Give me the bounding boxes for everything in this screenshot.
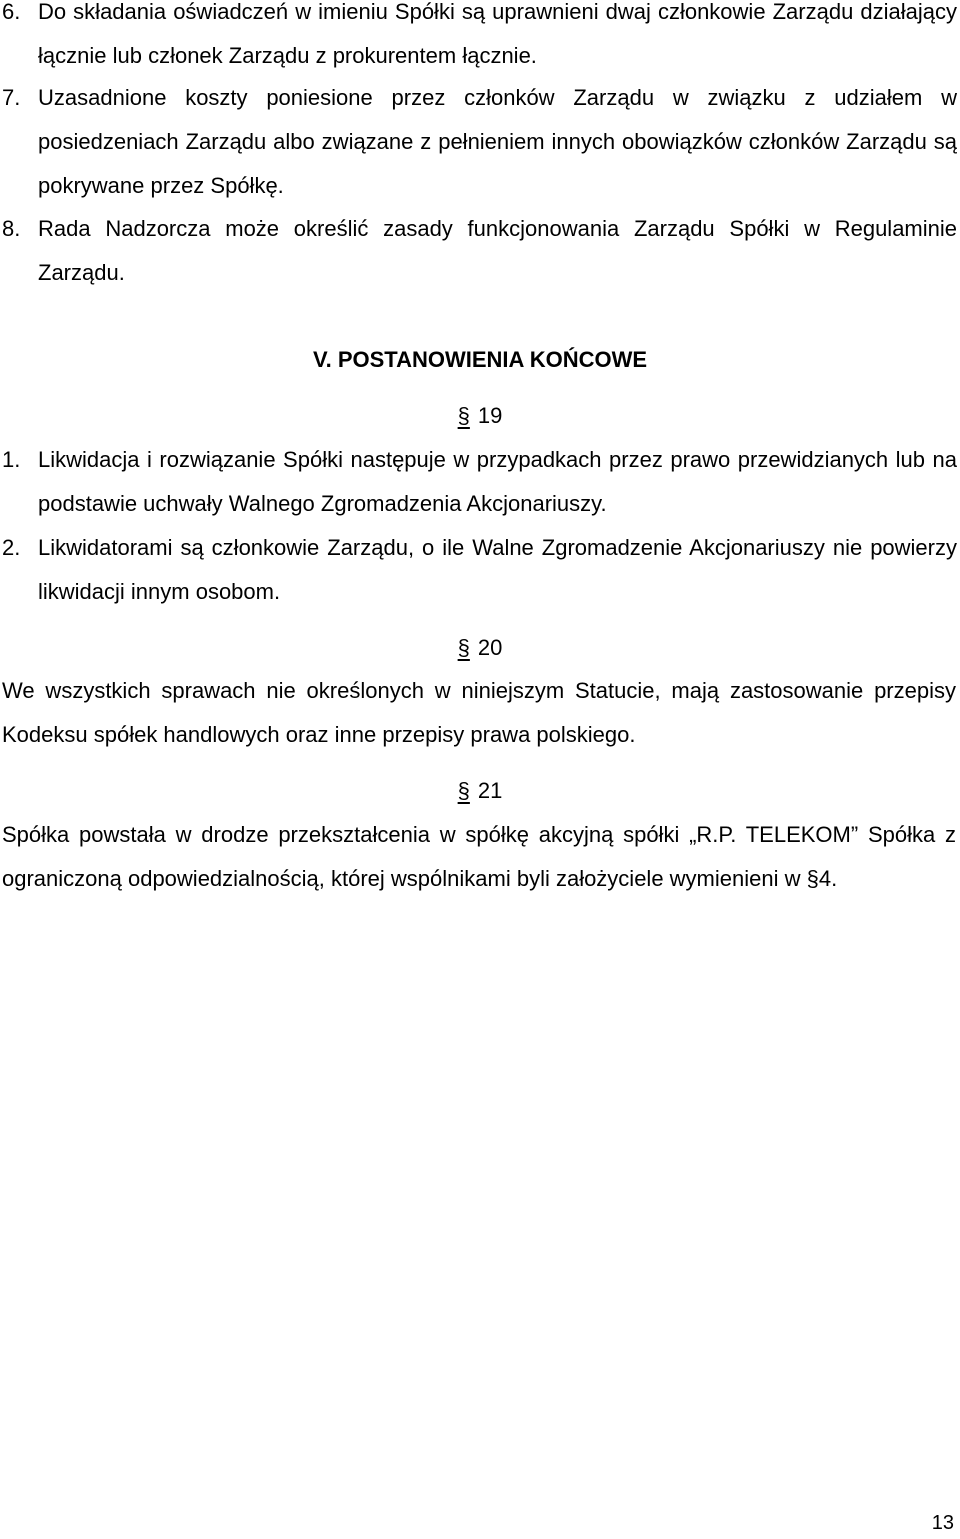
section-sign: § bbox=[457, 635, 470, 660]
list-text: Uzasadnione koszty poniesione przez członków Zarządu w związku z udziałem w posiedzeniach Zarządu albo związane z pełnieniem innych obowiązków członków Zarządu są pokrywane przez Spółkę. bbox=[38, 85, 957, 198]
list-text: Likwidatorami są członkowie Zarządu, o ile Walne Zgromadzenie Akcjonariuszy nie powierzy likwidacji innym osobom. bbox=[38, 535, 957, 604]
section-sign: § bbox=[457, 778, 470, 803]
paragraph-number: 19 bbox=[477, 403, 503, 428]
section-sign: § bbox=[457, 403, 470, 428]
par19-item-1 bbox=[0, 438, 957, 526]
paragraph-21-text: Spółka powstała w drodze przekształcenia w spółkę akcyjną spółki „R.P. TELEKOM” Spółka z ograniczoną odpowiedzialnością, której wspólnikami byli założyciele wymienieni w §4. bbox=[2, 822, 956, 891]
list-number: 8. bbox=[2, 216, 21, 241]
section-heading: V. POSTANOWIENIA KOŃCOWE bbox=[312, 347, 648, 372]
page-number: 13 bbox=[931, 1512, 954, 1534]
list-item-8 bbox=[0, 207, 957, 295]
list-item-7 bbox=[0, 76, 957, 208]
list-text: Do składania oświadczeń w imieniu Spółki są uprawnieni dwaj członkowie Zarządu działający łącznie lub członek Zarządu z prokurentem łącznie. bbox=[38, 0, 957, 68]
list-number: 7. bbox=[2, 85, 21, 110]
list-number: 2. bbox=[2, 535, 21, 560]
paragraph-20-text: We wszystkich sprawach nie określonych w niniejszym Statucie, mają zastosowanie przepisy Kodeksu spółek handlowych oraz inne przepisy prawa polskiego. bbox=[2, 678, 956, 747]
paragraph-number: 21 bbox=[477, 778, 503, 803]
paragraph-number: 20 bbox=[477, 635, 503, 660]
list-text: Rada Nadzorcza może określić zasady funkcjonowania Zarządu Spółki w Regulaminie Zarządu. bbox=[38, 216, 957, 285]
list-text: Likwidacja i rozwiązanie Spółki następuje w przypadkach przez prawo przewidzianych lub na podstawie uchwały Walnego Zgromadzenia Akcjonariuszy. bbox=[38, 447, 957, 516]
paragraph-20-heading bbox=[0, 626, 960, 670]
paragraph-21-heading bbox=[0, 769, 960, 813]
paragraph-19-heading bbox=[0, 394, 960, 438]
par19-item-2 bbox=[0, 526, 957, 614]
list-item-6 bbox=[0, 0, 957, 78]
list-number: 6. bbox=[2, 0, 21, 24]
list-number: 1. bbox=[2, 447, 21, 472]
